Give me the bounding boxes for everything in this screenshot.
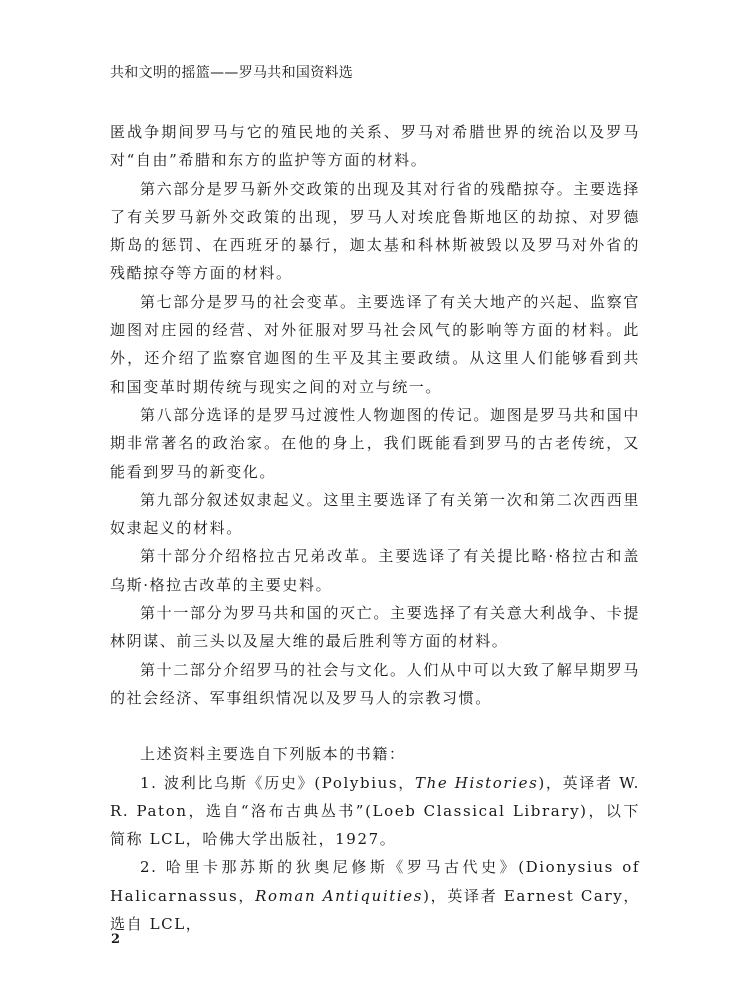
source-item-2: [110, 853, 640, 938]
paragraph-part11: 第十一部分为罗马共和国的灭亡。主要选择了有关意大利战争、卡提林阴谋、前三头以及屋大维的最后胜利等方面的材料。: [110, 604, 640, 651]
paragraph-part10: 第十部分介绍格拉古兄弟改革。主要选译了有关提比略·格拉古和盖乌斯·格拉古改革的主要史料。: [110, 547, 640, 594]
paragraph-part9: 第九部分叙述奴隶起义。这里主要选译了有关第一次和第二次西西里奴隶起义的材料。: [110, 490, 640, 538]
source-item-1: [110, 769, 640, 854]
paragraph-part5-continuation: 匿战争期间罗马与它的殖民地的关系、罗马对希腊世界的统治以及罗马对“自由”希腊和东方的监护等方面的材料。: [110, 123, 640, 170]
paragraph-part7: 第七部分是罗马的社会变革。主要选译了有关大地产的兴起、监察官迦图对庄园的经营、对外征服对罗马社会风气的影响等方面的材料。此外，还介绍了监察官迦图的生平及其主要政绩。从这里人们能够看到共和国变革时期传统与现实之间的对立与统一。: [110, 292, 640, 396]
running-title: 共和文明的摇篮——罗马共和国资料选: [110, 65, 354, 81]
source-item-2-suffix: )，英译者 Earnest Cary，选自 LCL，: [110, 886, 640, 934]
paragraph-part8: 第八部分选译的是罗马过渡性人物迦图的传记。迦图是罗马共和国中期非常著名的政治家。在他的身上，我们既能看到罗马的古老传统，又能看到罗马的新变化。: [110, 405, 640, 481]
paragraph-part12: 第十二部分介绍罗马的社会与文化。人们从中可以大致了解早期罗马的社会经济、军事组织情况以及罗马人的宗教习惯。: [110, 660, 640, 707]
source-item-1-prefix: 1. 波利比乌斯《历史》(Polybius，: [140, 773, 415, 792]
page-number: 2: [111, 932, 121, 947]
source-item-1-suffix: )，英译者 W. R. Paton，选自“洛布古典丛书”(Loeb Classical Library)，以下简称 LCL，哈佛大学出版社，1927。: [110, 773, 641, 849]
source-item-2-prefix: 2. 哈里卡那苏斯的狄奥尼修斯《罗马古代史》(Dionysius of Halicarnassus，: [110, 858, 640, 905]
source-item-1-title: The Histories: [414, 773, 539, 792]
source-item-2-title: Roman Antiquities: [255, 886, 424, 905]
sources-intro: 上述资料主要选自下列版本的书籍：: [140, 745, 406, 764]
body-text: [110, 118, 640, 938]
paragraph-part6: 第六部分是罗马新外交政策的出现及其对行省的残酷掠夺。主要选择了有关罗马新外交政策的出现，罗马人对埃庇鲁斯地区的劫掠、对罗德斯岛的惩罚、在西班牙的暴行，迦太基和科林斯被毁以及罗马对外省的残酷掠夺等方面的材料。: [110, 179, 640, 283]
